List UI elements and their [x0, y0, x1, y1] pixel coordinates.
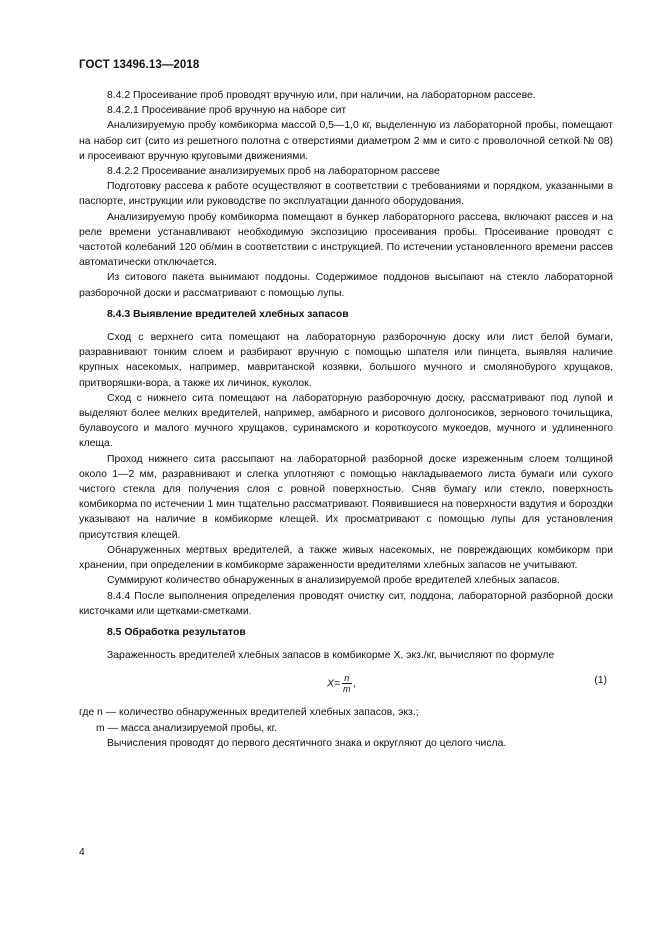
section-heading-8-5: 8.5 Обработка результатов [107, 626, 246, 638]
paragraph-rounding: Вычисления проводят до первого десятичного знака и округляют до целого числа. [107, 737, 507, 749]
paragraph-sifter-procedure: Анализируемую пробу комбикорма помещают в бункер лабораторного рассева, включают рассев и на реле времени устанавливают необходимую экспозицию просеивания пробы. Просеивание проводят с частотой колебаний 120 об/мин в соответствии с инструкцией. По истечении установленного времени рассев автоматически отключается. [79, 211, 613, 269]
formula [327, 673, 356, 694]
formula-block [79, 671, 613, 699]
formula-numerator: n [342, 673, 352, 684]
formula-denominator: m [343, 684, 351, 695]
formula-tail: , [353, 678, 357, 690]
paragraph-formula-intro: Зараженность вредителей хлебных запасов в комбикорме X, экз./кг, вычисляют по формуле [107, 650, 555, 662]
paragraph-dead-pests: Обнаруженных мертвых вредителей, а также живых насекомых, не повреждающих комбикорм при хранении, при определении в комбикорме зараженности вредителями хлебных запасов не учитывают. [79, 544, 613, 572]
document-body [79, 88, 613, 751]
where-line-m: m — масса анализируемой пробы, кг. [96, 722, 277, 734]
paragraph-8-4-2-1: 8.4.2.1 Просеивание проб вручную на наборе сит [107, 105, 347, 117]
section-heading-8-4-3: 8.4.3 Выявление вредителей хлебных запасов [107, 308, 349, 320]
paragraph-manual-sieving: Анализируемую пробу комбикорма массой 0,5—1,0 кг, выделенную из лабораторной пробы, помещают на набор сит (сито из решетного полотна с отверстиями диаметром 2 мм и сито с проволочной сеткой № 08) и просеивают вручную круговыми движениями. [79, 120, 613, 162]
document-header: ГОСТ 13496.13—2018 [79, 59, 200, 71]
page-number: 4 [79, 847, 85, 858]
where-line-n: где n — количество обнаруженных вредителей хлебных запасов, экз.; [79, 707, 419, 719]
paragraph-sifter-preparation: Подготовку рассева к работе осуществляют в соответствии с требованиями и порядком, указанными в паспорте, инструкции или руководстве по эксплуатации данного оборудования. [79, 181, 613, 208]
paragraph-passage: Проход нижнего сита рассыпают на лабораторной разборной доске изреженным слоем толщиной около 1—2 мм, разравнивают и слегка уплотняют с помощью накладываемого листа бумаги или сухого чистого стекла для получения слоя с ровной поверхностью. Сняв бумагу или стекло, поверхность комбикорма по истечении 1 мин тщательно рассматривают. Появившиеся на поверхности вздутия и бороздки указывают на наличие в комбикорме клещей. Их просматривают с помощью лупы для установления присутствия клещей. [79, 453, 613, 541]
paragraph-sum: Суммируют количество обнаруженных в анализируемой пробе вредителей хлебных запасов. [107, 575, 560, 587]
paragraph-8-4-2-2: 8.4.2.2 Просеивание анализируемых проб на лабораторном рассеве [107, 166, 440, 178]
formula-number: (1) [594, 675, 607, 687]
formula-lhs: X= [327, 678, 340, 690]
paragraph-8-4-2: 8.4.2 Просеивание проб проводят вручную или, при наличии, на лабораторном рассеве. [107, 90, 536, 101]
paragraph-trays: Из ситового пакета вынимают поддоны. Содержимое поддонов высыпают на стекло лабораторной разборочной доски и рассматривают с помощью лупы. [79, 272, 613, 299]
formula-fraction [342, 673, 352, 694]
paragraph-lower-sieve: Сход с нижнего сита помещают на лабораторную разборочную доску, рассматривают под лупой и выделяют более мелких вредителей, например, амбарного и рисового долгоносиков, зернового точильщика, булавоусого и малого мучного хрущаков, суринамского и короткоусого мукоедов, мучного и удлиненного клеща. [79, 392, 613, 450]
paragraph-8-4-4: 8.4.4 После выполнения определения проводят очистку сит, поддона, лабораторной разборной доски кисточками или щетками-сметками. [79, 590, 613, 617]
paragraph-upper-sieve: Сход с верхнего сита помещают на лабораторную разборочную доску или лист белой бумаги, разравнивают тонким слоем и разбирают вручную с помощью шпателя или пинцета, выявляя наличие крупных насекомых, например, мавританской козявки, большого мучного и смолянобурого хрущаков, притворяшки-вора, а также их личинок, куколок. [79, 332, 613, 389]
